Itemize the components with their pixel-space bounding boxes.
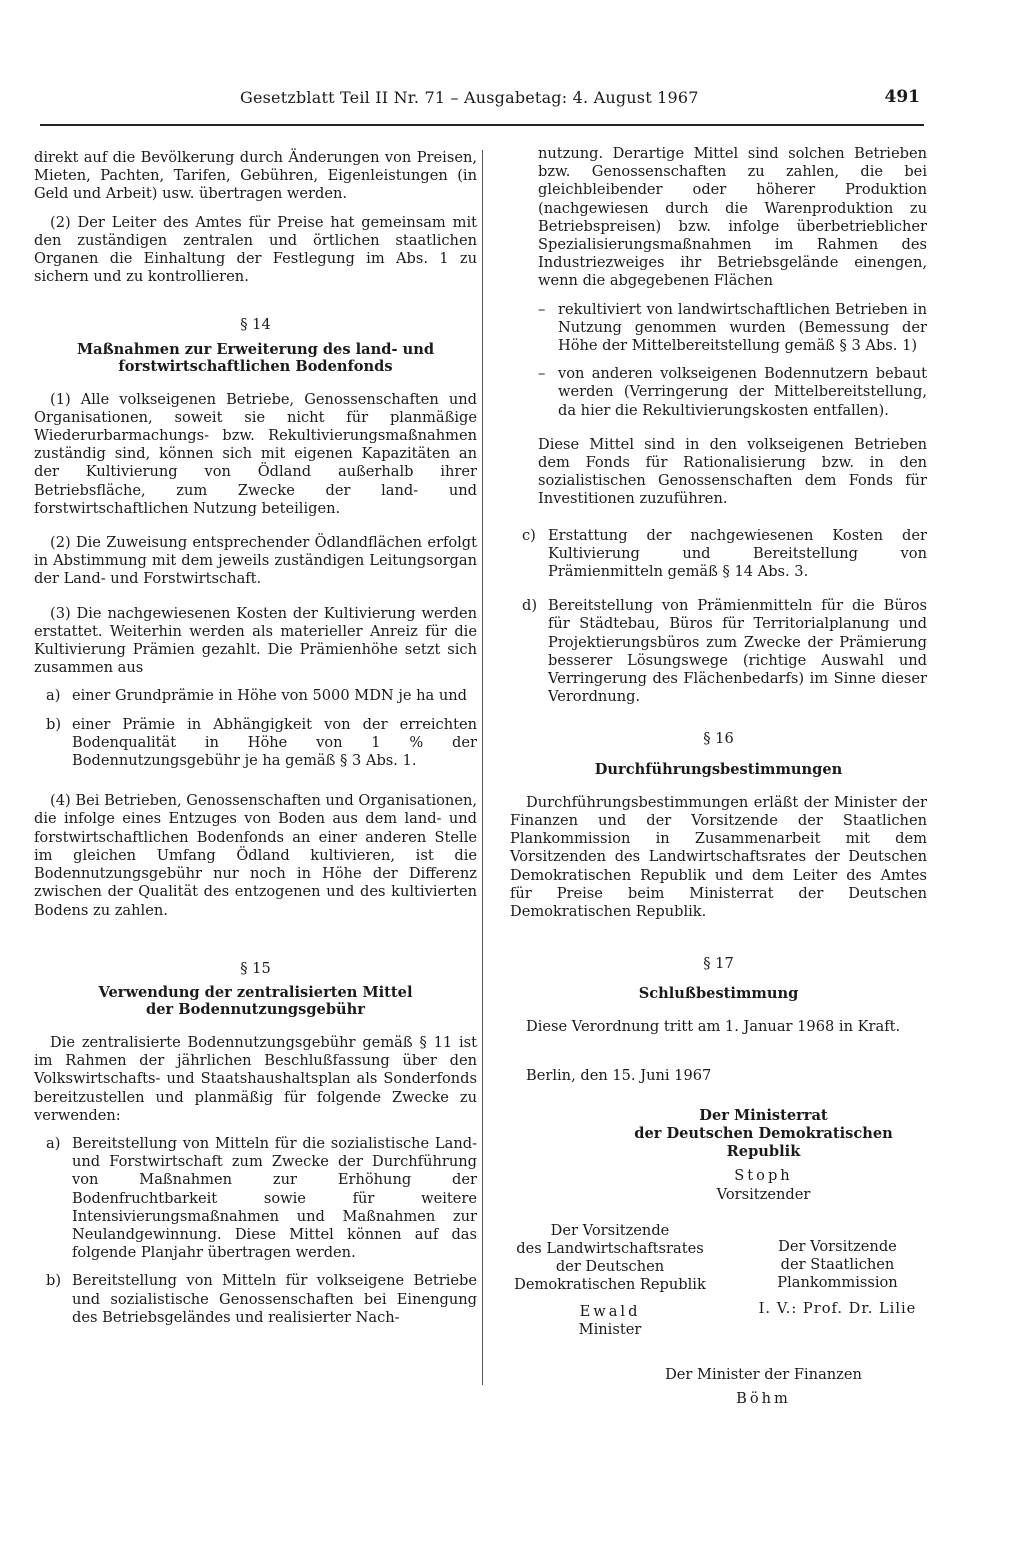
section-15-title	[34, 984, 477, 1018]
list-item	[34, 1272, 477, 1327]
list-item	[34, 687, 477, 705]
signatory-line: Plankommission	[777, 1274, 898, 1292]
section-16-title: Durchführungsbestimmungen	[594, 760, 843, 778]
purpose-list	[34, 1135, 477, 1327]
paragraph-continuation: direkt auf die Bevölkerung durch Änderungen von Preisen, Mieten, Pachten, Tarifen, Gebühren, Eigenleistungen (in Geld und Arbeit) usw. übertragen werden.	[34, 149, 477, 203]
right-column	[510, 145, 927, 1408]
paragraph-16: Durchführungsbestimmungen erläßt der Minister der Finanzen und der Vorsitzende der Staatlichen Plankommission in Zusammenarbeit mit dem Vorsitzenden des Landwirtschaftsrates der Deutschen Demokratischen Republik und dem Leiter des Amtes für Preise beim Ministerrat der Deutschen Demokratischen Republik.	[510, 793, 927, 920]
council-line-1: Der Ministerrat	[699, 1106, 828, 1124]
list-marker: a)	[46, 687, 61, 705]
list-marker: b)	[46, 1272, 62, 1290]
signatory-line: der Deutschen	[555, 1258, 665, 1276]
signatory-line: des Landwirtschaftsrates	[516, 1239, 704, 1257]
list-item-text: Erstattung der nachgewiesenen Kosten der Kultivierung und Bereitstellung von Prämienmitteln gemäß § 14 Abs. 3.	[548, 526, 927, 581]
section-17-title: Schlußbestimmung	[638, 985, 799, 1003]
section-15-title-line-2: der Bodennutzungsgebühr	[146, 1000, 365, 1018]
paragraph-15-intro: Die zentralisierte Bodennutzungsgebühr gemäß § 11 ist im Rahmen der jährlichen Beschlußfassung über den Volkswirtschafts- und Staatshaushaltsplan als Sonderfonds bereitzustellen und planmäßig für folgende Zwecke zu verwenden:	[34, 1033, 477, 1124]
item-b-tail: Diese Mittel sind in den volkseigenen Betrieben dem Fonds für Rationalisierung bzw. in den sozialistischen Genossenschaften dem Fonds für Investitionen zuzuführen.	[538, 435, 927, 508]
paragraph-14-1: (1) Alle volkseigenen Betriebe, Genossenschaften und Organisationen, soweit sie nicht für planmäßige Wiederurbarmachungs- bzw. Rekultivierungsmaßnahmen zuständig sind, können sich mit eigenen Kapazitäten an der Kultivierung von Ödland außerhalb ihrer Betriebsfläche, zum Zwecke der land- und forstwirtschaftlichen Nutzung beteiligen.	[34, 390, 477, 517]
signatory-line: Demokratischen Republik	[514, 1276, 706, 1294]
list-item-text: Bereitstellung von Mitteln für volkseigene Betriebe und sozialistische Genossenschaften bei Einengung des Betriebsgeländes und realisierter Nach-	[72, 1272, 477, 1326]
list-item	[510, 597, 927, 706]
purpose-list-continued	[510, 527, 927, 707]
list-item	[34, 1135, 477, 1262]
finance-minister-title: Der Minister der Finanzen	[665, 1365, 862, 1383]
section-16-number: § 16	[703, 730, 734, 748]
co-signatures	[510, 1222, 927, 1362]
left-column	[34, 149, 477, 1327]
column-divider	[482, 150, 483, 1385]
paragraph-17: Diese Verordnung tritt am 1. Januar 1968 in Kraft.	[526, 1018, 901, 1036]
finance-minister-signature	[510, 1366, 927, 1408]
council-line-2: der Deutschen Demokratischen Republik	[634, 1124, 893, 1161]
list-item-text: von anderen volkseigenen Bodennutzern bebaut werden (Verringerung der Mittelbereitstellung, da hier die Rekultivierungskosten entfallen).	[558, 365, 927, 419]
signatory-line: Der Vorsitzende	[778, 1237, 897, 1255]
chairman-name: Stoph	[734, 1167, 793, 1185]
chairman-signature	[510, 1167, 927, 1203]
place-and-date: Berlin, den 15. Juni 1967	[526, 1066, 712, 1084]
paragraph-14-4: (4) Bei Betrieben, Genossenschaften und Organisationen, die infolge eines Entzuges von Boden aus dem land- und forstwirtschaftlichen Bodenfonds an einer anderen Stelle im gleichen Umfang Ödland kultivieren, ist die Bodennutzungsgebühr nur noch in Höhe der Differenz zwischen der Qualität des entzogenen und des kultivierten Bodens zu zahlen.	[34, 792, 477, 919]
list-item-text: rekultiviert von landwirtschaftlichen Betrieben in Nutzung genommen wurden (Bemessung der Höhe der Mittelbereitstellung gemäß § 3 Abs. 1)	[558, 300, 927, 355]
list-item	[536, 301, 927, 356]
agriculture-council-signature	[510, 1222, 710, 1339]
page-header	[40, 88, 920, 118]
signatory-line: der Staatlichen	[780, 1255, 895, 1273]
list-item-text: einer Grundprämie in Höhe von 5000 MDN je ha und	[72, 687, 468, 705]
dash-marker: –	[538, 365, 546, 383]
signatory-role: Minister	[578, 1320, 642, 1338]
list-marker: d)	[522, 597, 538, 615]
list-item	[34, 716, 477, 771]
list-item-text: Bereitstellung von Mitteln für die sozialistische Land- und Forstwirtschaft zum Zwecke der Durchführung von Maßnahmen zur Erhöhung der Bodenfruchtbarkeit sowie für weitere Intensivierungsmaßnahmen und Maßnahmen zur Neulandgewinnung. Diese Mittel können auf das folgende Planjahr übertragen werden.	[72, 1134, 477, 1262]
header-rule	[40, 124, 924, 126]
list-item-text: Bereitstellung von Prämienmitteln für die Büros für Städtebau, Büros für Territorialplanung und Projektierungsbüros zum Zwecke der Prämierung besserer Lösungswege (richtige Auswahl und Verringerung des Flächenbedarfs) im Sinne dieser Verordnung.	[548, 597, 927, 706]
list-marker: a)	[46, 1134, 61, 1152]
section-15-number: § 15	[240, 959, 271, 977]
planning-commission-signature	[750, 1238, 925, 1319]
signatory-name: I. V.: Prof. Dr. Lilie	[758, 1300, 917, 1318]
section-15-title-line-1: Verwendung der zentralisierten Mittel	[98, 983, 413, 1001]
paragraph-14-2: (2) Die Zuweisung entsprechender Ödlandflächen erfolgt in Abstimmung mit dem jeweils zuständigen Leitungsorgan der Land- und Forstwirtschaft.	[34, 534, 477, 588]
signatory-line: Der Vorsitzende	[550, 1221, 670, 1239]
finance-minister-name: Böhm	[736, 1389, 791, 1407]
chairman-role: Vorsitzender	[716, 1185, 811, 1203]
list-marker: b)	[46, 715, 62, 733]
council-heading	[510, 1107, 927, 1162]
section-14-title-line-2: forstwirtschaftlichen Bodenfonds	[118, 357, 393, 375]
section-14-number: § 14	[240, 316, 271, 334]
dash-marker: –	[538, 300, 546, 318]
item-b-continuation: nutzung. Derartige Mittel sind solchen Betrieben bzw. Genossenschaften zu zahlen, die bei gleichbleibender oder höherer Produktion (nachgewiesen durch die Warenproduktion zu Betriebspreisen) bzw. infolge überbetrieblicher Spezialisierungsmaßnahmen im Rahmen des Industriezweiges ihr Betriebsgelände einengen, wenn die abgegebenen Flächen	[538, 145, 927, 290]
signatory-name: Ewald	[579, 1302, 641, 1320]
area-conditions-list	[510, 301, 927, 420]
section-14-title	[34, 341, 477, 375]
paragraph-14-3: (3) Die nachgewiesenen Kosten der Kultivierung werden erstattet. Weiterhin werden als materieller Anreiz für die Kultivierung Prämien gezahlt. Die Prämienhöhe setzt sich zusammen aus	[34, 604, 477, 677]
list-item	[536, 365, 927, 420]
list-item-text: einer Prämie in Abhängigkeit von der erreichten Bodenqualität in Höhe von 1 % der Bodennutzungsgebühr je ha gemäß § 3 Abs. 1.	[72, 715, 477, 770]
paragraph-13-2: (2) Der Leiter des Amtes für Preise hat gemeinsam mit den zuständigen zentralen und örtlichen staatlichen Organen die Einhaltung der Festlegung im Abs. 1 zu sichern und zu kontrollieren.	[34, 213, 477, 286]
section-17-number: § 17	[703, 955, 734, 973]
header-title: Gesetzblatt Teil II Nr. 71 – Ausgabetag: 4. August 1967	[240, 88, 699, 107]
list-item	[510, 527, 927, 582]
list-marker: c)	[522, 526, 536, 544]
section-14-title-line-1: Maßnahmen zur Erweiterung des land- und	[76, 340, 435, 358]
page-number: 491	[884, 87, 920, 107]
premium-list	[34, 687, 477, 770]
